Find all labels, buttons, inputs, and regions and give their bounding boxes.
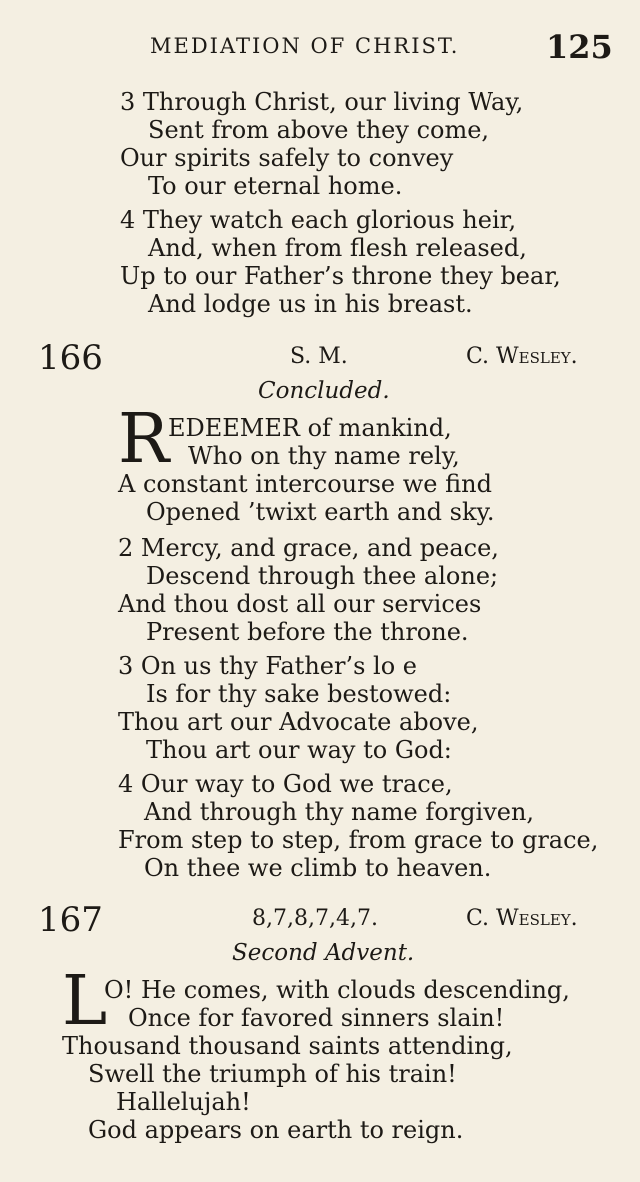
hymn-author <box>466 344 578 370</box>
verse-line: And through thy name forgiven, <box>144 798 535 826</box>
verse-line: And thou dost all our services <box>118 590 482 618</box>
verse-line: O! He comes, with clouds descending, <box>104 976 570 1004</box>
verse-line: Up to our Father’s throne they bear, <box>120 262 561 290</box>
verse-line: On thee we climb to heaven. <box>144 854 492 882</box>
verse-line: Thou art our way to God: <box>146 736 452 764</box>
verse-line: Sent from above they come, <box>148 116 490 144</box>
hymn-subtitle: Concluded. <box>258 378 390 404</box>
verse-line: Opened ’twixt earth and sky. <box>146 498 495 526</box>
drop-cap: R <box>118 400 170 479</box>
hymn-number: 167 <box>38 900 103 940</box>
hymn-subtitle: Second Advent. <box>232 940 415 966</box>
hymn-meter: S. M. <box>290 344 348 369</box>
verse-line: Thou art our Advocate above, <box>118 708 479 736</box>
verse-line: A constant intercourse we find <box>118 470 492 498</box>
running-title: MEDIATION OF CHRIST. <box>150 34 460 58</box>
verse-line: God appears on earth to reign. <box>88 1116 464 1144</box>
verse-line: 4 Our way to God we trace, <box>118 770 453 798</box>
verse-line: From step to step, from grace to grace, <box>118 826 599 854</box>
page-number: 125 <box>546 28 613 66</box>
verse-line: Descend through thee alone; <box>146 562 499 590</box>
hymn-number: 166 <box>38 338 103 378</box>
verse-line: 4 They watch each glorious heir, <box>120 206 517 234</box>
verse-line: And, when from flesh released, <box>148 234 527 262</box>
verse-line: Is for thy sake bestowed: <box>146 680 452 708</box>
hymn-meter: 8,7,8,7,4,7. <box>252 906 378 931</box>
hymn-author <box>466 906 578 932</box>
verse-line: To our eternal home. <box>148 172 403 200</box>
verse-line: Hallelujah! <box>116 1088 251 1116</box>
verse-line: Who on thy name rely, <box>188 442 460 470</box>
verse-line: 3 Through Christ, our living Way, <box>120 88 524 116</box>
verse-line: 2 Mercy, and grace, and peace, <box>118 534 499 562</box>
verse-line: 3 On us thy Father’s lo e <box>118 652 417 680</box>
verse-line: Once for favored sinners slain! <box>128 1004 505 1032</box>
verse-line: Thousand thousand saints attending, <box>62 1032 513 1060</box>
author-name: C. Wesley. <box>466 344 578 369</box>
verse-line: Present before the throne. <box>146 618 469 646</box>
verse-line: And lodge us in his breast. <box>148 290 473 318</box>
verse-line: EDEEMER of mankind, <box>168 414 452 442</box>
verse-line: Our spirits safely to convey <box>120 144 454 172</box>
verse-line: Swell the triumph of his train! <box>88 1060 457 1088</box>
drop-cap: L <box>62 962 108 1041</box>
author-name: C. Wesley. <box>466 906 578 931</box>
